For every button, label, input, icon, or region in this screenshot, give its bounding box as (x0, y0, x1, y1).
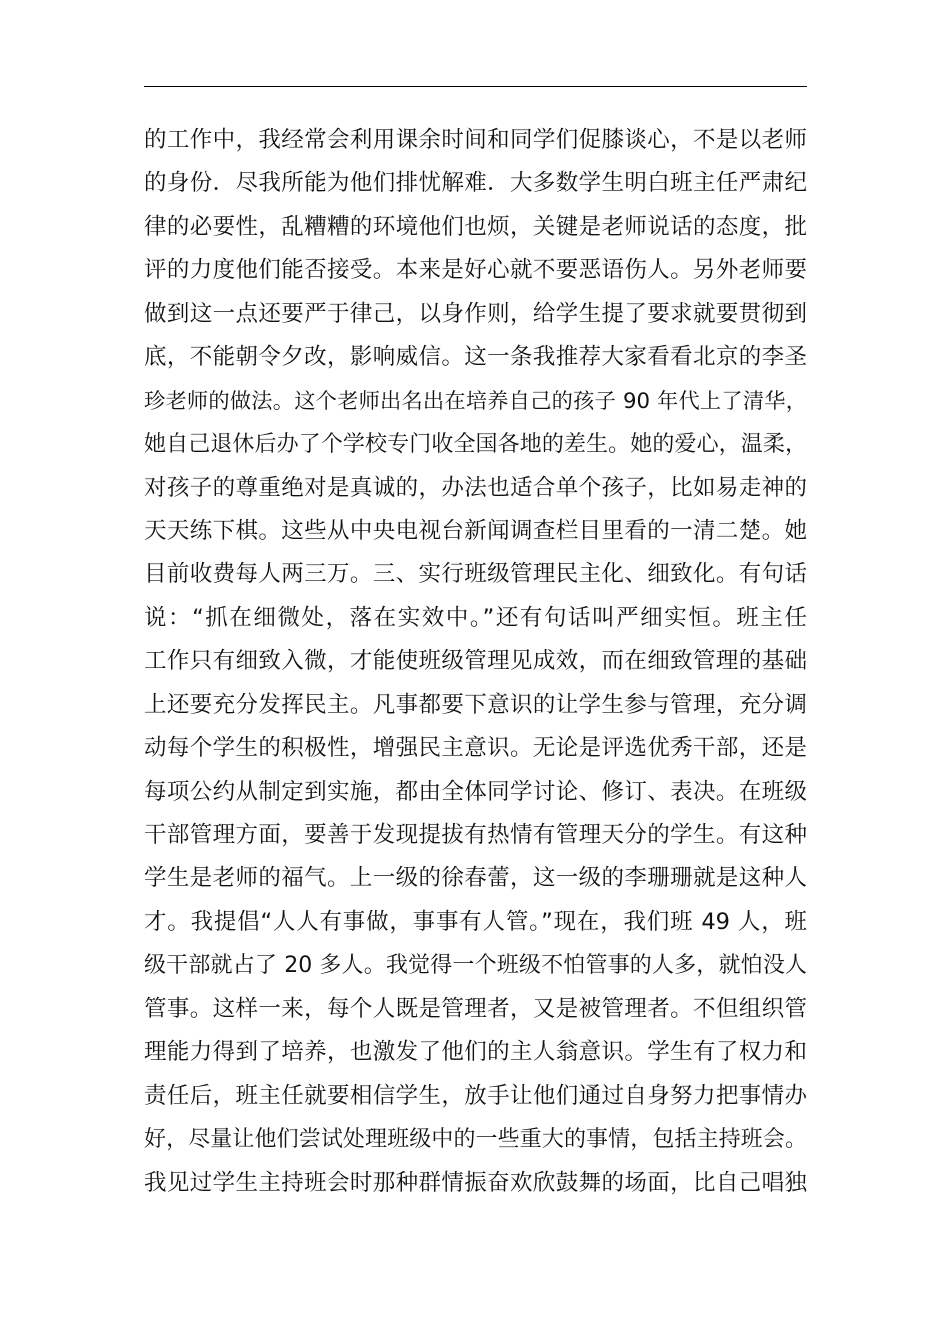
text-line: 评的力度他们能否接受。本来是好心就不要恶语伤人。另外老师要 (144, 257, 807, 284)
text-line: 管事。这样一来，每个人既是管理者，又是被管理者。不但组织管 (144, 995, 807, 1022)
text-line: 工作只有细致入微，才能使班级管理见成效，而在细致管理的基础 (144, 648, 807, 675)
text-line: 珍老师的做法。这个老师出名出在培养自己的孩子 90 年代上了清华， (144, 388, 807, 414)
text-line: 做到这一点还要严于律己，以身作则，给学生提了要求就要贯彻到 (144, 300, 807, 327)
text-line: 责任后，班主任就要相信学生，放手让他们通过自身努力把事情办 (144, 1082, 807, 1109)
text-line: 她自己退休后办了个学校专门收全国各地的差生。她的爱心，温柔， (144, 432, 807, 458)
text-line: 动每个学生的积极性，增强民主意识。无论是评选优秀干部，还是 (144, 735, 807, 762)
text-line: 律的必要性，乱糟糟的环境他们也烦，关键是老师说话的态度，批 (144, 213, 807, 240)
text-line: 上还要充分发挥民主。凡事都要下意识的让学生参与管理，充分调 (144, 691, 807, 718)
text-line: 的工作中，我经常会利用课余时间和同学们促膝谈心，不是以老师 (144, 127, 807, 153)
text-line: 目前收费每人两三万。三、实行班级管理民主化、细致化。有句话 (144, 561, 807, 588)
text-line: 天天练下棋。这些从中央电视台新闻调查栏目里看的一清二楚。她 (144, 517, 807, 544)
text-line: 对孩子的尊重绝对是真诚的，办法也适合单个孩子，比如易走神的 (144, 474, 807, 501)
text-line: 底，不能朝令夕改，影响威信。这一条我推荐大家看看北京的李圣 (144, 344, 807, 371)
text-line: 才。我提倡“人人有事做，事事有人管。”现在，我们班 49 人，班 (144, 908, 807, 935)
text-line: 级干部就占了 20 多人。我觉得一个班级不怕管事的人多，就怕没人 (144, 953, 807, 979)
text-line: 干部管理方面，要善于发现提拔有热情有管理天分的学生。有这种 (144, 822, 807, 848)
text-line: 每项公约从制定到实施，都由全体同学讨论、修订、表决。在班级 (144, 778, 807, 805)
body-paragraph (144, 119, 807, 1205)
text-line: 我见过学生主持班会时那种群情振奋欢欣鼓舞的场面，比自己唱独 (144, 1169, 807, 1196)
text-line: 说：“抓在细微处，落在实效中。”还有句话叫严细实恒。班主任 (144, 604, 807, 631)
text-line: 好，尽量让他们尝试处理班级中的一些重大的事情，包括主持班会。 (144, 1127, 807, 1153)
text-line: 的身份．尽我所能为他们排忧解难．大多数学生明白班主任严肃纪 (144, 170, 807, 197)
text-line: 学生是老师的福气。上一级的徐春蕾，这一级的李珊珊就是这种人 (144, 865, 807, 892)
header-rule (144, 86, 807, 87)
text-line: 理能力得到了培养，也激发了他们的主人翁意识。学生有了权力和 (144, 1039, 807, 1066)
